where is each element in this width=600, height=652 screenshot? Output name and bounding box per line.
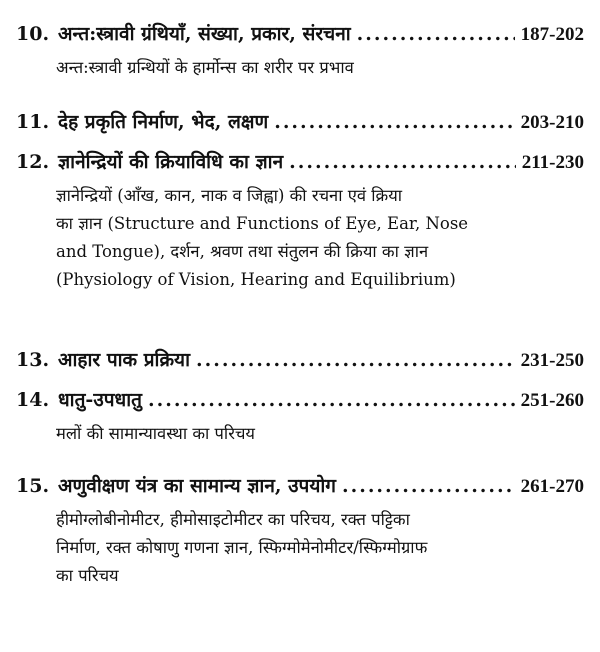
- dot-leader: [274, 111, 514, 133]
- chapter-number: 15.: [16, 475, 50, 497]
- toc-entry-heading: [16, 20, 584, 54]
- page-range: 231-250: [520, 350, 584, 371]
- chapter-number: 11.: [16, 111, 50, 133]
- page-range: 211-230: [521, 152, 584, 173]
- description-line: का ज्ञान (Structure and Functions of Eye, Ear, Nose: [56, 214, 469, 233]
- toc-entry-heading: [16, 108, 584, 142]
- toc-entry-15: [16, 472, 584, 622]
- description-line: and Tongue), दर्शन, श्रवण तथा संतुलन की क्रिया का ज्ञान: [56, 242, 429, 261]
- toc-entry-heading: [16, 472, 584, 506]
- toc-entry-10: [16, 20, 584, 108]
- chapter-description: [56, 54, 584, 88]
- toc-entry-12: [16, 148, 584, 346]
- dot-leader: [289, 151, 516, 173]
- description-line: ज्ञानेन्द्रियों (आँख, कान, नाक व जिह्वा) की रचना एवं क्रिया: [56, 186, 403, 205]
- chapter-title: धातु-उपधातु: [58, 389, 142, 411]
- chapter-title: अन्त:स्त्रावी ग्रंथियाँ, संख्या, प्रकार, संरचना: [58, 23, 351, 45]
- toc-entry-11: [16, 108, 584, 148]
- toc-entry-13: [16, 346, 584, 386]
- dot-leader: [148, 389, 515, 411]
- chapter-number: 12.: [16, 151, 50, 173]
- chapter-description: [56, 506, 584, 596]
- page-range: 187-202: [520, 24, 584, 45]
- toc-entry-heading: [16, 148, 584, 182]
- page-range: 261-270: [520, 476, 584, 497]
- dot-leader: [196, 349, 515, 371]
- chapter-number: 13.: [16, 349, 50, 371]
- chapter-title: देह प्रकृति निर्माण, भेद, लक्षण: [58, 111, 269, 133]
- chapter-number: 10.: [16, 23, 50, 45]
- chapter-description: [56, 182, 584, 300]
- page-range: 203-210: [520, 112, 584, 133]
- toc-entry-14: [16, 386, 584, 472]
- dot-leader: [357, 23, 515, 45]
- description-line: निर्माण, रक्त कोषाणु गणना ज्ञान, स्फिग्मोमेनोमीटर/स्फिग्मोग्राफ: [56, 538, 428, 557]
- chapter-title: ज्ञानेन्द्रियों की क्रियाविधि का ज्ञान: [58, 151, 284, 173]
- chapter-title: अणुवीक्षण यंत्र का सामान्य ज्ञान, उपयोग: [58, 475, 336, 497]
- chapter-title: आहार पाक प्रक्रिया: [58, 349, 190, 371]
- page-range: 251-260: [520, 390, 584, 411]
- description-line: अन्त:स्त्रावी ग्रन्थियों के हार्मोन्स का शरीर पर प्रभाव: [56, 58, 354, 77]
- toc-entry-heading: [16, 386, 584, 420]
- description-line: हीमोग्लोबीनोमीटर, हीमोसाइटोमीटर का परिचय, रक्त पट्टिका: [56, 510, 410, 529]
- dot-leader: [342, 475, 515, 497]
- chapter-number: 14.: [16, 389, 50, 411]
- description-line: का परिचय: [56, 566, 119, 585]
- description-line: मलों की सामान्यावस्था का परिचय: [56, 424, 255, 443]
- description-line: (Physiology of Vision, Hearing and Equilibrium): [56, 270, 456, 289]
- toc-entry-heading: [16, 346, 584, 380]
- chapter-description: [56, 420, 584, 454]
